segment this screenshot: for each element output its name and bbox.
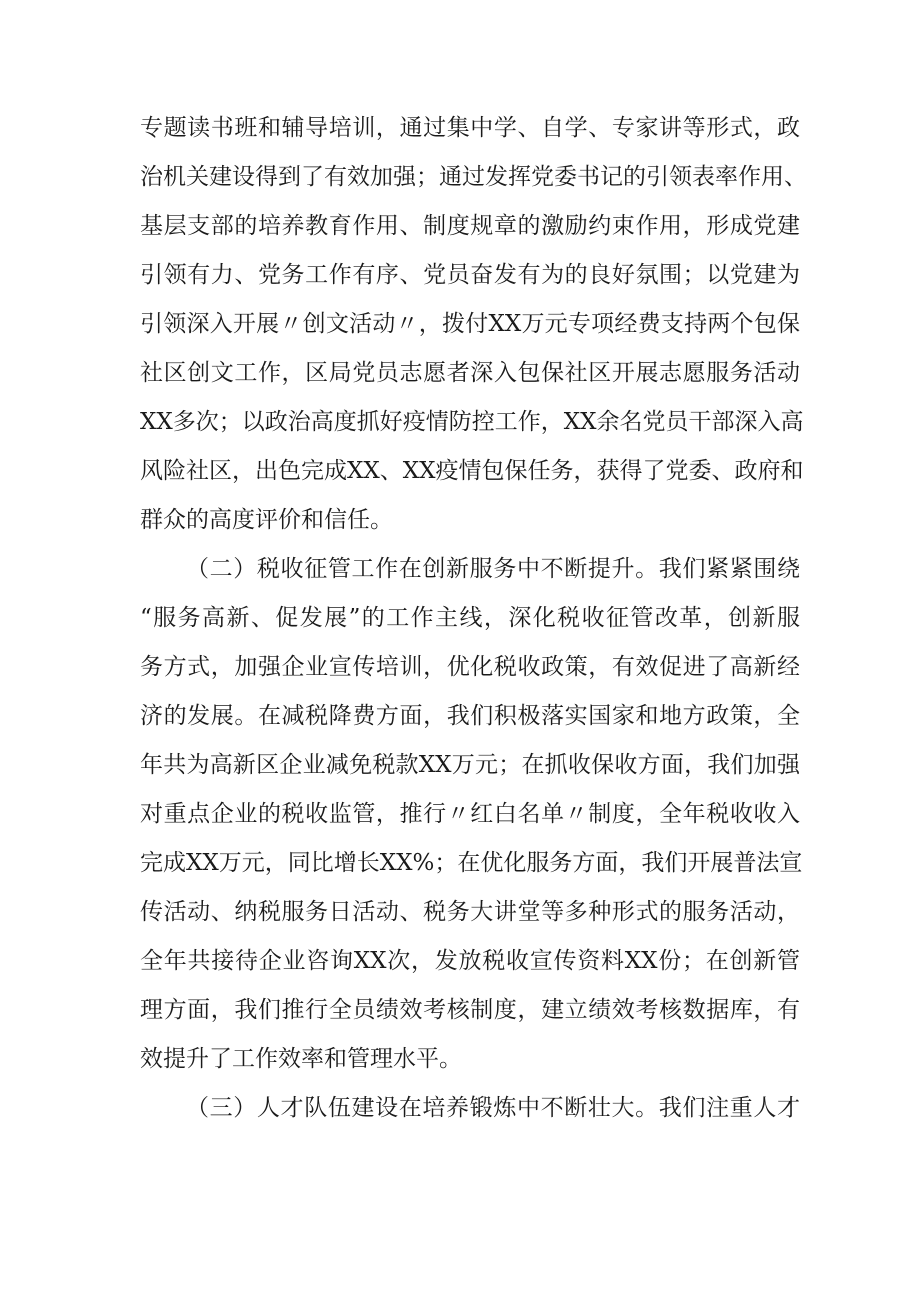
body-text-line: 治机关建设得到了有效加强；通过发挥党委书记的引领表率作用、 (140, 164, 807, 190)
body-text-line: 社区创文工作，区局党员志愿者深入包保社区开展志愿服务活动 (140, 360, 800, 386)
body-text-line: 理方面，我们推行全员绩效考核制度，建立绩效考核数据库，有 (140, 997, 800, 1023)
body-text-line: 效提升了工作效率和管理水平。 (140, 1046, 462, 1072)
section-heading-line: （三）人才队伍建设在培养锻炼中不断壮大。我们注重人才 (186, 1095, 800, 1121)
section-heading-line: （二）税收征管工作在创新服务中不断提升。我们紧紧围绕 (186, 556, 800, 582)
body-text-line: 年共为高新区企业减免税款XX万元；在抓收保收方面，我们加强 (140, 752, 800, 778)
body-text-line: 务方式，加强企业宣传培训，优化税收政策，有效促进了高新经 (140, 654, 800, 680)
body-text-line: 完成XX万元，同比增长XX%；在优化服务方面，我们开展普法宣 (140, 850, 803, 876)
body-text-line: 基层支部的培养教育作用、制度规章的激励约束作用，形成党建 (140, 213, 800, 239)
body-text-line: 全年共接待企业咨询XX次，发放税收宣传资料XX份；在创新管 (140, 948, 800, 974)
body-text-line: 风险社区，出色完成XX、XX疫情包保任务，获得了党委、政府和 (140, 458, 804, 484)
body-text-line: 引领深入开展〃创文活动〃，拨付XX万元专项经费支持两个包保 (140, 311, 800, 337)
body-text-line: 对重点企业的税收监管，推行〃红白名单〃制度，全年税收收入 (140, 801, 800, 827)
body-text-line: 传活动、纳税服务日活动、税务大讲堂等多种形式的服务活动， (140, 899, 800, 925)
body-text-line: 专题读书班和辅导培训，通过集中学、自学、专家讲等形式，政 (140, 115, 800, 141)
body-text-line: 群众的高度评价和信任。 (140, 507, 393, 533)
body-text-line: XX多次；以政治高度抓好疫情防控工作，XX余名党员干部深入高 (140, 409, 804, 435)
body-text-line: 济的发展。在减税降费方面，我们积极落实国家和地方政策，全 (140, 703, 800, 729)
body-text-line: “服务高新、促发展”的工作主线，深化税收征管改革，创新服 (140, 605, 800, 631)
body-text-line: 引领有力、党务工作有序、党员奋发有为的良好氛围；以党建为 (140, 262, 800, 288)
